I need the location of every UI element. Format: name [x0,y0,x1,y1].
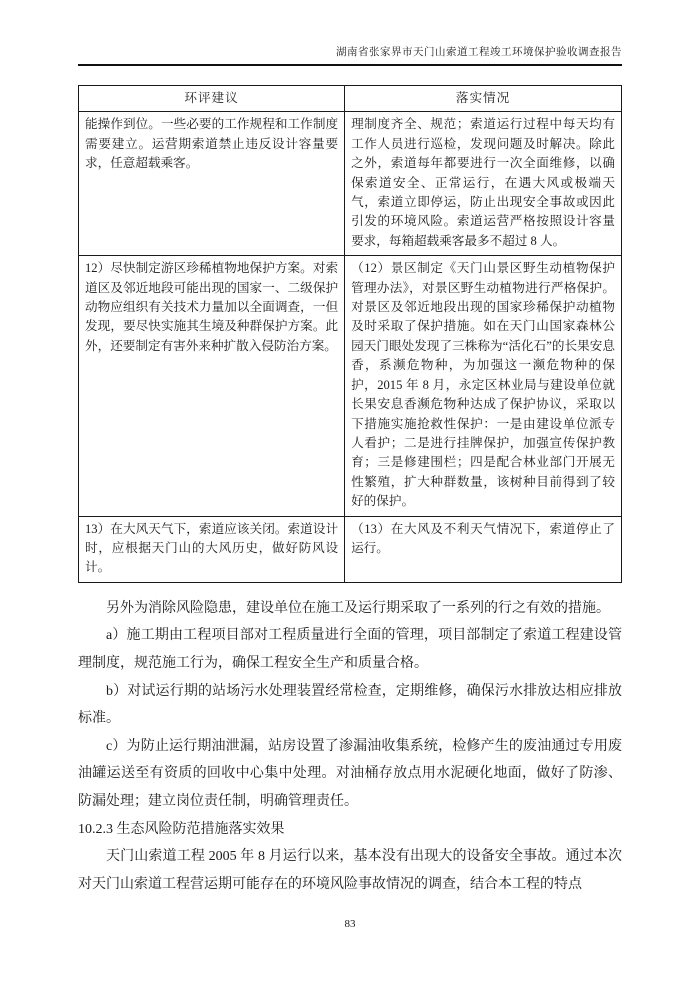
table-row [79,516,622,582]
page-content [78,46,622,898]
paragraph-measure-c: c）为防止运行期油泄漏，站房设置了渗漏油收集系统，检修产生的废油通过专用废油罐运送至有资质的回收中心集中处理。对油桶存放点用水泥硬化地面，做好了防渗、防漏处理；建立岗位责任制，明确管理责任。 [78,738,622,809]
column-header-implementation: 落实情况 [345,86,622,112]
page-number: 83 [344,918,356,930]
paragraph-effect-summary: 天门山索道工程 2005 年 8 月运行以来，基本没有出现大的设备安全事故。通过本次对天门山索道工程营运期可能存在的环境风险事故情况的调查，结合本工程的特点 [78,849,622,892]
table-row [79,112,622,256]
paragraph-measure-b: b）对试运行期的站场污水处理装置经常检查，定期维修，确保污水排放达相应排放标准。 [78,683,622,727]
paragraph-risk-measures-intro: 另外为消除风险隐患，建设单位在施工及运行期采取了一系列的行之有效的措施。 [106,600,610,616]
table-cell-suggestion-13: 13）在大风天气下，索道应该关闭。索道设计时，应根据天门山的大风历史，做好防风设计。 [79,516,345,582]
paragraph-measure-a: a）施工期由工程项目部对工程质量进行全面的管理，项目部制定了索道工程建设管理制度，规范施工行为，确保工程安全生产和质量合格。 [78,628,622,671]
table-cell-suggestion-12: 12）尽快制定游区珍稀植物地保护方案。对索道区及邻近地段可能出现的国家一、二级保护动物应组织有关技术力量加以全面调查，一但发现，要尽快实施其生境及种群保护方案。此外，还要制定有害外来种扩散入侵防治方案。 [79,256,345,516]
table-cell-implementation-12: （12）景区制定《天门山景区野生动植物保护管理办法》，对景区野生动植物进行严格保护。对景区及邻近地段出现的国家珍稀保护动植物及时采取了保护措施。如在天门山国家森林公园天门眼处发现了三株称为“活化石”的长果安息香，系濒危物种，为加强这一濒危物种的保护，2015 年 8 月，永定区林业局与建设单位就长果安息香濒危物种达成了保护协议，采取以下措施实施抢救性保护：一是由建设单位派专人看护；二是进行挂牌保护，加强宣传保护教育；三是修建围栏；四是配合林业部门开展无性繁殖，扩大种群数量，该树种目前得到了较好的保护。 [345,256,622,516]
table-header-row [79,86,622,112]
table-cell-implementation-13: （13）在大风及不利天气情况下，索道停止了运行。 [345,516,622,582]
table-cell-suggestion-continued: 能操作到位。一些必要的工作规程和工作制度需要建立。运营期索道禁止违反设计容量要求，任意超载乘客。 [79,112,345,256]
column-header-ea-suggestion: 环评建议 [79,86,345,112]
ea-recommendation-table [78,85,622,583]
body-text [78,595,622,899]
table-row [79,256,622,516]
running-header: 湖南省张家界市天门山索道工程竣工环境保护验收调查报告 [78,46,622,66]
section-heading-10-2-3: 10.2.3 生态风险防范措施落实效果 [78,821,285,837]
table-cell-implementation-continued: 理制度齐全、规范；索道运行过程中每天均有工作人员进行巡检，发现问题及时解决。除此之外，索道每年都要进行一次全面维修，以确保索道安全、正常运行，在遇大风或极端天气，索道立即停运，防止出现安全事故或因此引发的环境风险。索道运营严格按照设计容量要求，每箱超载乘客最多不超过 8 人。 [345,112,622,256]
